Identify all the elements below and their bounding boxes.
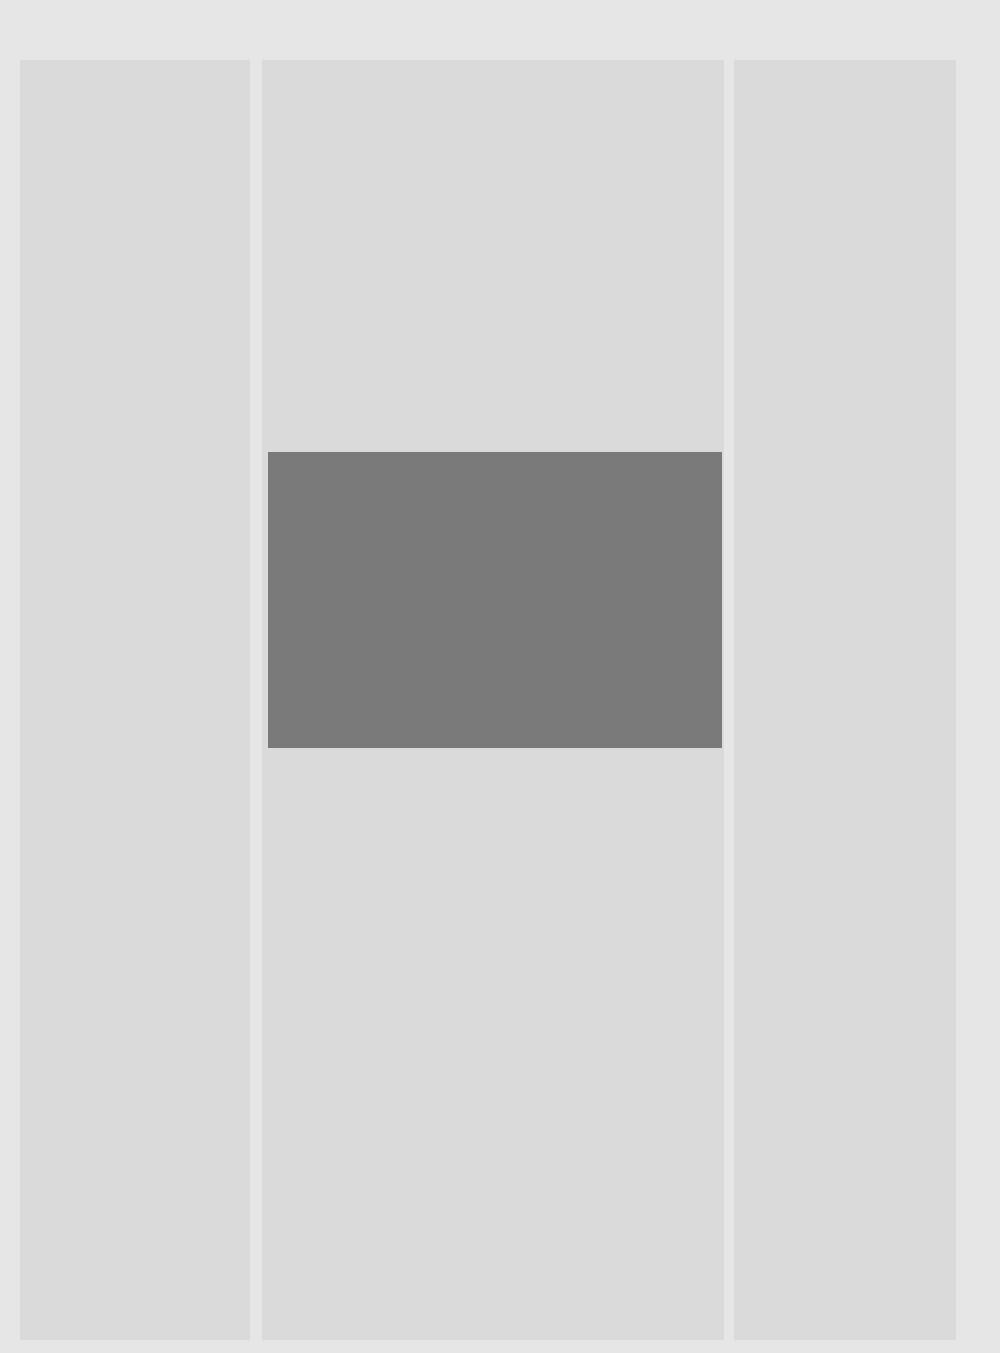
right-column [734,60,956,1340]
left-column [20,60,250,1340]
photo [268,452,722,748]
